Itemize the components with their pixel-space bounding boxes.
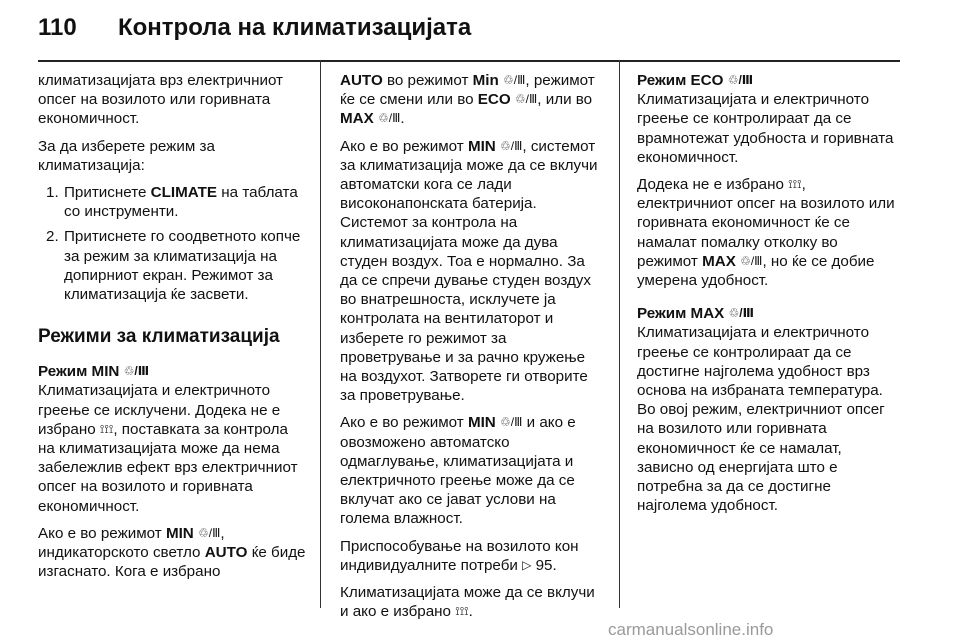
text: на таблата со инструменти. (64, 184, 298, 221)
paragraph: Климатизацијата и електричното греење се контролираат да се достигне најголема удобност врз основа на избраната температура. Во овој режим, електричниот опсег на возилото или горивната економичност ќе се намалат, зависно од енергијата што е потребна за да се достигне најголема удобност. (637, 324, 885, 515)
mode-label: MIN (467, 414, 496, 432)
subheading-eco (637, 71, 899, 90)
paragraph: За да изберете режим за климатизација: (38, 137, 215, 174)
mode-label: AUTO (340, 72, 383, 89)
text: Притиснете го соодветното копче за режим за климатизација на допирниот екран. Режимот за климатизација ќе засвети. (64, 228, 301, 304)
text: и ако е овозможено автоматско одмаглување, климатизацијата и електричното греење може да се вклучат ако се јават услови на голема влажност. (340, 414, 576, 528)
fan-mode-icon: ♲/Ⅲ (377, 111, 401, 126)
subheading-text: Режим MIN (38, 363, 120, 381)
mode-label: ECO (477, 91, 511, 109)
text: Додека не е избрано (637, 176, 789, 194)
paragraph (340, 71, 604, 129)
text: во режимот (382, 72, 473, 89)
paragraph (340, 413, 604, 528)
text: , системот за климатизација може да се вклучи автоматски кога се лади високонапонската батерија. Системот за контрола на климатизацијата може да дува студен воздух. Тоа е нормално. За да се спречи дување студен воздух во внатрешноста, исклучете ја контролата на вентилаторот и изберете го режимот за проветрување и за рачно кружење на воздухот. Затворете ги отворите за проветрување. (340, 137, 598, 405)
page-number: 110 (38, 14, 77, 41)
text: Климатизацијата може да се вклучи и ако е избрано (340, 584, 595, 621)
climate-button-label: CLIMATE (150, 184, 218, 202)
text: , режимот ќе се смени или во (340, 72, 595, 109)
fan-mode-icon: ♲/Ⅲ (123, 364, 150, 379)
column-divider-2 (619, 60, 620, 608)
paragraph (38, 524, 306, 582)
text: Ако е во режимот (340, 414, 468, 432)
paragraph (340, 137, 604, 406)
section-heading: Режими за климатизација (38, 326, 280, 348)
fan-mode-icon: ♲/Ⅲ (740, 253, 763, 268)
mode-label: Min (472, 72, 499, 89)
text: ќе биде изгаснато. Кога е избрано (38, 544, 306, 581)
text: , или во (537, 91, 593, 109)
fan-mode-icon: ♲/Ⅲ (503, 73, 526, 87)
text: , поставката за контрола на климатизацијата може да нема забележлив ефект врз електричниот опсег на возилото и горивната економичност. (38, 420, 298, 515)
subheading-max (637, 304, 899, 323)
subheading-min (38, 362, 306, 381)
text: , електричниот опсег на возилото или горивната економичност ќе се намалат помалку отколку во режимот (637, 176, 895, 270)
ac-off-icon: ⟟⟟⟟ (99, 421, 114, 436)
step-number: 1. (46, 184, 59, 202)
mode-label: MIN (467, 137, 496, 155)
fan-mode-icon: ♲/Ⅲ (727, 73, 754, 87)
text: . (400, 110, 405, 128)
paragraph (340, 537, 604, 575)
page-header (0, 0, 960, 60)
step-number: 2. (46, 228, 59, 246)
list-item (38, 183, 306, 221)
text: Ако е во режимот (340, 137, 468, 155)
paragraph (637, 175, 899, 290)
paragraph: климатизацијата врз електричниот опсег на возилото или горивната економичност. (38, 72, 284, 128)
fan-mode-icon: ♲/Ⅲ (500, 415, 523, 430)
fan-mode-icon: ♲/Ⅲ (198, 525, 221, 540)
paragraph (38, 381, 306, 515)
arrow-icon: ▷ (522, 557, 532, 572)
steps-list (38, 183, 306, 304)
mode-label: MAX (702, 252, 736, 270)
text: , но ќе се добие умерена удобност. (637, 252, 875, 290)
list-item (38, 227, 306, 304)
text: Приспособување на возилото кон индивидуалните потреби (340, 537, 579, 574)
text: Притиснете (64, 184, 151, 202)
text: Климатизацијата и електричното греење се исклучени. Додека не е избрано (38, 382, 281, 438)
fan-mode-icon: ♲/Ⅲ (728, 306, 754, 321)
column-2 (340, 71, 604, 629)
ac-off-icon: ⟟⟟⟟ (455, 604, 469, 619)
text: . (468, 603, 473, 621)
ac-off-icon: ⟟⟟⟟ (788, 177, 802, 192)
mode-label: AUTO (204, 544, 248, 562)
mode-label: MIN (165, 524, 194, 542)
fan-mode-icon: ♲/Ⅲ (514, 92, 538, 107)
page-title: Контрола на климатизацијата (118, 14, 472, 41)
fan-mode-icon: ♲/Ⅲ (500, 138, 523, 153)
page-reference-link[interactable]: 95. (535, 556, 557, 574)
mode-label: MAX (340, 110, 374, 128)
text: , индикаторското светло (38, 524, 225, 562)
watermark: carmanualsonline.info (608, 620, 774, 639)
column-divider-1 (320, 60, 321, 608)
paragraph: Климатизацијата и електричното греење се контролираат да се врамнотежат удобноста и горивната економичност. (637, 91, 894, 166)
paragraph (340, 583, 604, 621)
header-rule (38, 60, 900, 62)
subheading-text: Режим MAX (637, 305, 725, 323)
text: Ако е во режимот (38, 524, 166, 542)
subheading-text: Режим ECO (637, 72, 724, 89)
column-3 (637, 71, 899, 523)
column-1 (38, 71, 306, 589)
